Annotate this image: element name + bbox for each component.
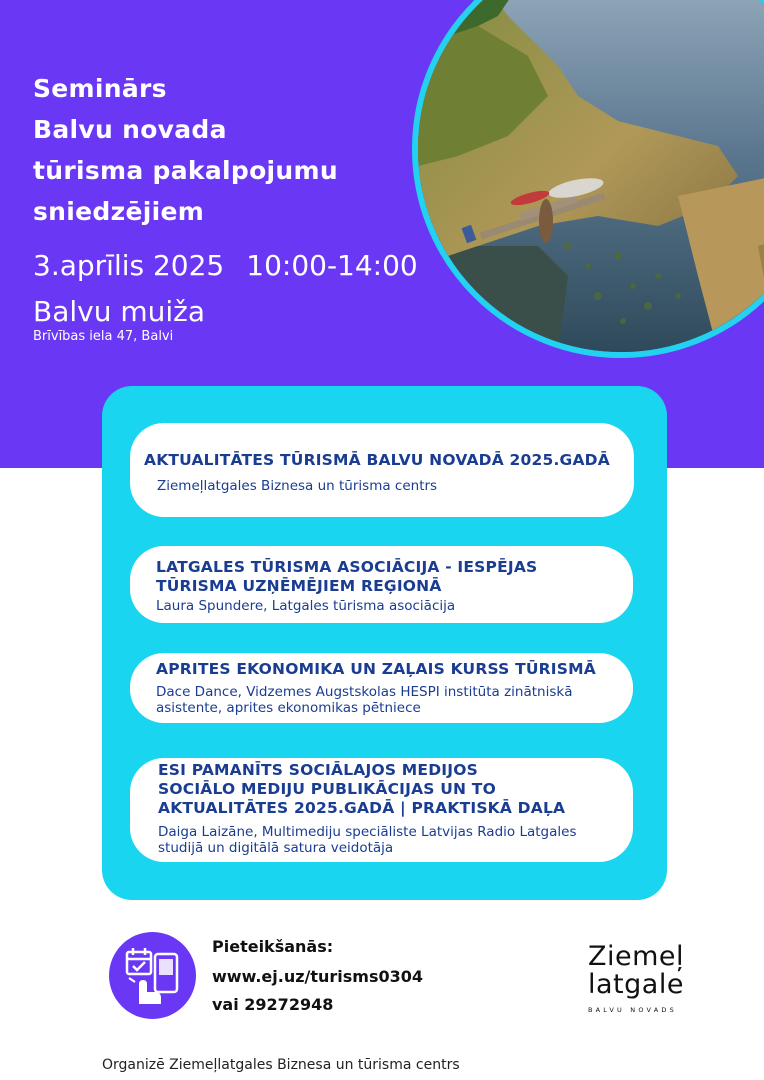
agenda-item-speaker: [158, 824, 576, 856]
agenda-title-line: AKTUALITĀTES TŪRISMĀ BALVU NOVADĀ 2025.GADĀ: [144, 451, 610, 469]
agenda-title-line: SOCIĀLO MEDIJU PUBLIKĀCIJAS UN TO: [158, 780, 496, 798]
signup-phone: vai 29272948: [212, 995, 334, 1014]
event-date: 3.aprīlis 2025: [33, 249, 225, 282]
event-time: 10:00-14:00: [246, 249, 418, 282]
lake-photo: [412, 0, 764, 358]
agenda-speaker-line: Laura Spundere, Latgales tūrisma asociācija: [156, 598, 456, 614]
agenda-item-title: [158, 761, 565, 818]
event-address: Brīvības iela 47, Balvi: [33, 329, 174, 344]
title-line: sniedzējiem: [33, 197, 205, 226]
agenda-item-speaker: [156, 684, 572, 716]
agenda-item: [130, 758, 633, 862]
agenda-item-speaker: [157, 478, 437, 494]
event-venue: Balvu muiža: [33, 295, 206, 328]
agenda-title-line: TŪRISMA UZŅĒMĒJIEM REĢIONĀ: [156, 577, 442, 595]
agenda-speaker-line: studijā un digitālā satura veidotāja: [158, 840, 394, 856]
agenda-title-line: APRITES EKONOMIKA UN ZAĻAIS KURSS TŪRISMĀ: [156, 660, 596, 678]
agenda-title-line: LATGALES TŪRISMA ASOCIĀCIJA - IESPĒJAS: [156, 558, 538, 576]
agenda-speaker-line: asistente, aprites ekonomikas pētniece: [156, 700, 421, 716]
event-datetime: [33, 246, 418, 286]
logo-line: latgale: [588, 969, 684, 1000]
agenda-item: [130, 423, 634, 517]
agenda-item: [130, 653, 633, 723]
agenda-speaker-line: Daiga Laizāne, Multimediju speciāliste Latvijas Radio Latgales: [158, 824, 577, 840]
agenda-item-title: [156, 558, 537, 596]
logo-tagline: BALVU NOVADS: [588, 1006, 677, 1014]
logo-line: Ziemeļ: [588, 941, 685, 972]
lake-illustration: [418, 0, 764, 352]
signup-link[interactable]: www.ej.uz/turisms0304: [212, 967, 424, 986]
agenda-item-title: [156, 660, 596, 679]
calendar-phone-touch-icon: [109, 932, 196, 1019]
title-line: Balvu novada: [33, 115, 227, 144]
agenda-item: [130, 546, 633, 623]
title-line: tūrisma pakalpojumu: [33, 156, 338, 185]
page-title: [33, 68, 338, 232]
agenda-item-title: [144, 451, 610, 470]
agenda-speaker-line: Dace Dance, Vidzemes Augstskolas HESPI institūta zinātniskā: [156, 684, 573, 700]
agenda-item-speaker: [156, 598, 455, 614]
agenda-title-line: AKTUALITĀTES 2025.GADĀ | PRAKTISKĀ DAĻA: [158, 799, 566, 817]
organizer-footer: Organizē Ziemeļlatgales Biznesa un tūrisma centrs: [102, 1057, 460, 1073]
signup-label: Pieteikšanās:: [212, 937, 334, 956]
agenda-panel: [102, 386, 667, 900]
title-line: Seminārs: [33, 74, 167, 103]
ziemellatgale-logo: [584, 942, 724, 1022]
agenda-title-line: ESI PAMANĪTS SOCIĀLAJOS MEDIJOS: [158, 761, 478, 779]
agenda-speaker-line: Ziemeļlatgales Biznesa un tūrisma centrs: [157, 478, 438, 494]
